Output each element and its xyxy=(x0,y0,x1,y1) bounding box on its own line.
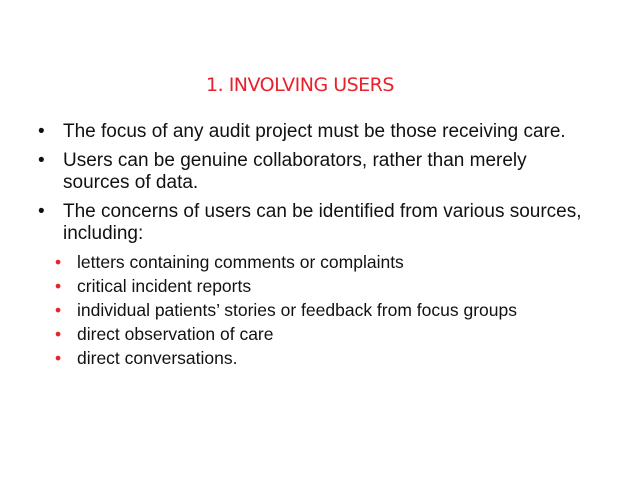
sub-bullet-marker: • xyxy=(55,252,62,272)
sub-bullet-marker: • xyxy=(55,348,62,368)
sub-bullet-text: direct conversations. xyxy=(77,348,238,368)
bullet-marker: • xyxy=(38,201,45,222)
sub-bullet-text: direct observation of care xyxy=(77,324,274,344)
sub-bullet-item xyxy=(55,324,598,344)
sub-bullet-text: critical incident reports xyxy=(77,276,252,296)
bullet-item xyxy=(38,150,598,194)
sub-bullet-item xyxy=(55,276,598,296)
sub-bullet-marker: • xyxy=(55,300,62,320)
bullet-text: Users can be genuine collaborators, rather than merely sources of data. xyxy=(63,150,527,193)
bullet-text: The focus of any audit project must be those receiving care. xyxy=(63,121,566,142)
slide-title: 1. INVOLVING USERS xyxy=(206,74,394,96)
bullet-item xyxy=(38,201,598,245)
sub-bullet-text: letters containing comments or complaints xyxy=(77,252,404,272)
sub-bullet-list xyxy=(55,252,598,368)
bullet-item xyxy=(38,121,598,143)
sub-bullet-marker: • xyxy=(55,324,62,344)
sub-bullet-text: individual patients’ stories or feedback from focus groups xyxy=(77,300,517,320)
bullet-marker: • xyxy=(38,121,45,142)
sub-bullet-marker: • xyxy=(55,276,62,296)
sub-bullet-item xyxy=(55,252,598,272)
bullet-marker: • xyxy=(38,150,45,171)
slide-body xyxy=(38,121,598,372)
sub-bullet-item xyxy=(55,300,598,320)
sub-bullet-item xyxy=(55,348,598,368)
bullet-text: The concerns of users can be identified from various sources, including: xyxy=(63,201,582,244)
